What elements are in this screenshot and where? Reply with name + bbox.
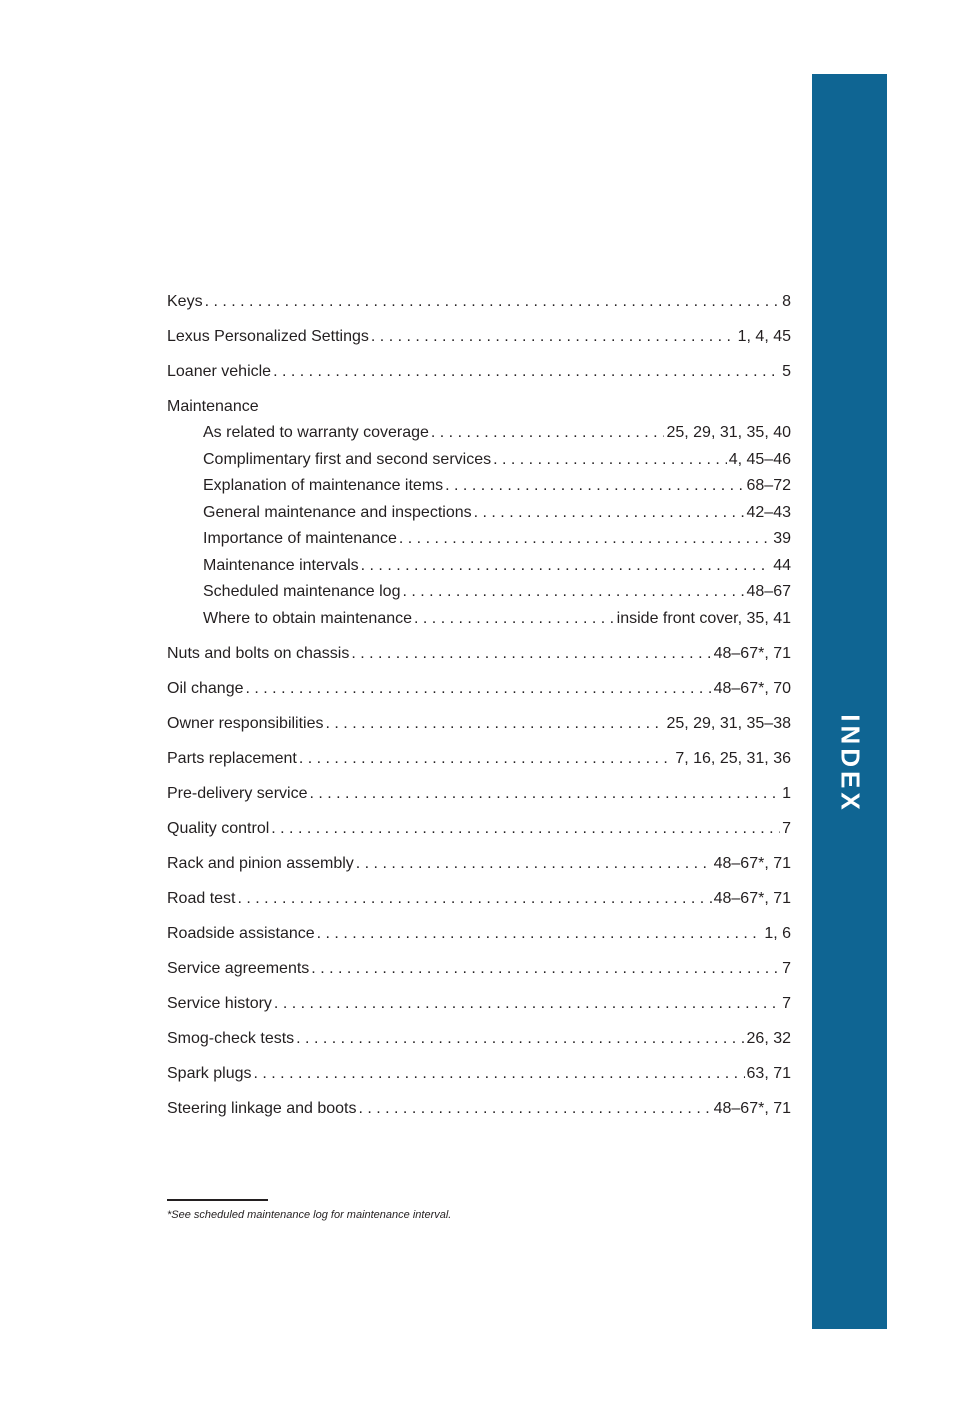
dot-leader [402,582,744,602]
dot-leader [271,819,780,839]
index-entry [167,644,791,664]
index-entry [167,749,791,769]
sidebar-title: INDEX [835,714,865,814]
dot-leader [445,476,744,496]
index-subentry [167,609,791,629]
page-number: 75 [839,1353,860,1373]
dot-leader [493,450,727,470]
index-entry [167,1029,791,1049]
index-pages: inside front cover, 35, 41 [616,609,791,627]
index-heading [167,397,791,417]
index-entry [167,959,791,979]
index-pages: 25, 29, 31, 35, 40 [666,424,791,441]
index-pages: 26, 32 [746,1029,791,1047]
index-sidebar [812,74,887,1373]
index-pages: 7 [782,819,791,837]
index-entry [167,327,791,347]
index-subentry [167,556,791,576]
index-subentry [167,503,791,523]
index-pages: 44 [773,556,791,574]
index-term: Where to obtain maintenance [203,609,413,627]
index-pages: 1, 4, 45 [737,328,791,345]
dot-leader [356,854,712,874]
index-pages: 39 [773,530,791,547]
footnote-rule [167,1199,268,1201]
index-term: Maintenance [167,398,259,415]
index-pages: 7 [782,994,791,1012]
dot-leader [431,423,665,443]
index-subentry [167,529,791,549]
index-term: Service agreements [167,959,310,977]
index-entry [167,1099,791,1119]
dot-leader [299,749,674,769]
index-term: Owner responsibilities [167,714,324,732]
index-term: Pre-delivery service [167,784,308,802]
index-term: Parts replacement [167,749,297,767]
dot-leader [371,327,736,347]
index-term: Keys [167,293,203,310]
index-entry [167,854,791,874]
index-pages: 5 [782,363,791,380]
dot-leader [309,784,780,804]
index-term: Steering linkage and boots [167,1099,357,1117]
index-pages: 63, 71 [746,1064,791,1082]
dot-leader [414,609,615,629]
dot-leader [361,556,772,576]
index-pages: 48–67*, 70 [713,679,791,697]
index-pages: 4, 45–46 [728,450,791,468]
index-subentry [167,450,791,470]
dot-leader [358,1099,711,1119]
dot-leader [311,959,780,979]
index-pages: 25, 29, 31, 35–38 [666,714,791,732]
index-pages: 68–72 [746,477,791,494]
index-term: Scheduled maintenance log [203,583,401,600]
dot-leader [474,503,745,523]
index-entry [167,924,791,944]
dot-leader [246,679,712,699]
index-entry [167,679,791,699]
index-term: Importance of maintenance [203,530,397,547]
dot-leader [399,529,771,549]
index-pages: 48–67*, 71 [713,644,791,662]
index-entry [167,292,791,312]
dot-leader [273,362,780,382]
index-entry [167,889,791,909]
index-pages: 8 [782,293,791,310]
index-term: General maintenance and inspections [203,503,472,521]
index-term: Spark plugs [167,1064,252,1082]
index-term: As related to warranty coverage [203,424,429,441]
dot-leader [274,994,780,1014]
index-entry [167,362,791,382]
dot-leader [254,1064,745,1084]
index-pages: 7 [782,959,791,977]
dot-leader [205,292,781,312]
index-term: Oil change [167,679,244,697]
index-pages: 42–43 [746,503,791,521]
index-pages: 1, 6 [764,924,791,942]
dot-leader [296,1029,744,1049]
index-term: Complimentary first and second services [203,450,492,468]
index-pages: 1 [782,784,791,802]
index-entry [167,994,791,1014]
index-term: Quality control [167,819,270,837]
index-term: Smog-check tests [167,1029,295,1047]
index-entry [167,784,791,804]
index-pages: 48–67 [746,583,791,600]
index-subentry [167,476,791,496]
index-pages: 48–67*, 71 [713,889,791,907]
index-term: Loaner vehicle [167,363,272,380]
index-term: Service history [167,994,272,1012]
dot-leader [317,924,763,944]
index-subentry [167,423,791,443]
dot-leader [326,714,665,734]
index-term: Lexus Personalized Settings [167,328,369,345]
index-term: Maintenance intervals [203,556,359,574]
index-pages: 7, 16, 25, 31, 36 [675,749,791,767]
index-entry [167,819,791,839]
index-pages: 48–67*, 71 [713,1099,791,1117]
index-entry [167,714,791,734]
index-subentry [167,582,791,602]
index-term: Road test [167,889,236,907]
index-pages: 48–67*, 71 [713,854,791,872]
index-entry [167,1064,791,1084]
index-term: Nuts and bolts on chassis [167,644,350,662]
index-term: Explanation of maintenance items [203,477,444,494]
dot-leader [351,644,711,664]
dot-leader [237,889,711,909]
index-term: Roadside assistance [167,924,315,942]
index-term: Rack and pinion assembly [167,854,354,872]
footnote: *See scheduled maintenance log for maintenance interval. [167,1209,452,1221]
